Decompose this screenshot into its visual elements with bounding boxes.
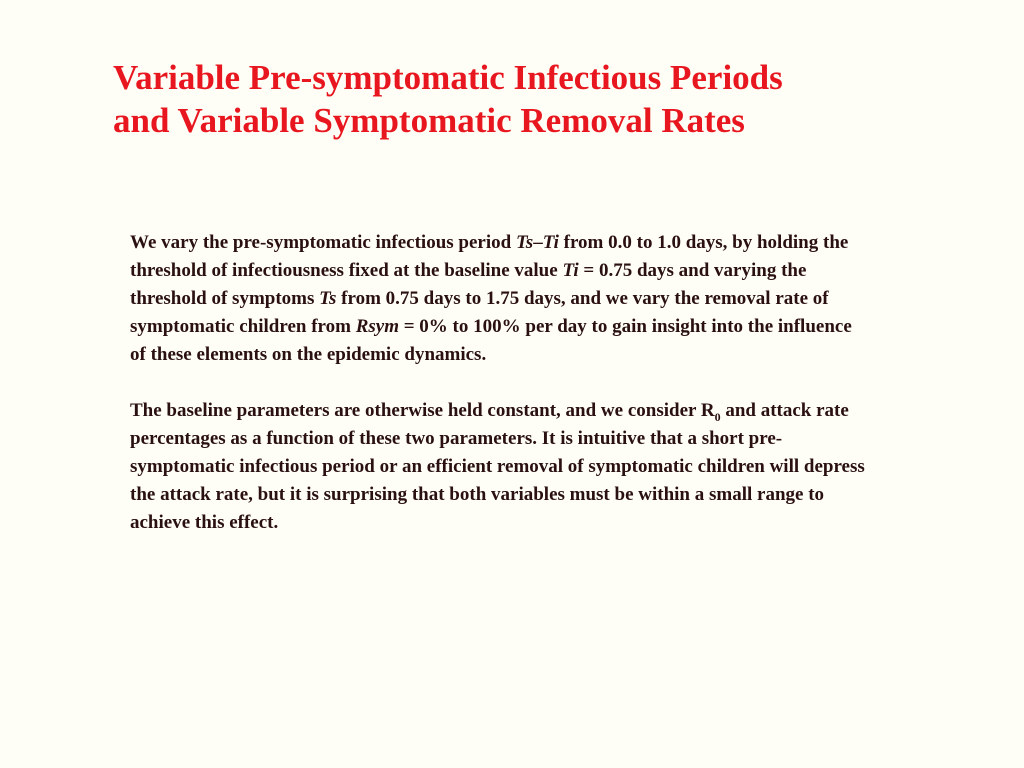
paragraph-1 <box>130 229 870 369</box>
p2-text-2: and attack rate percentages as a function of these two parameters. It is intuitive that a short pre-symptomatic infectious period or an efficient removal of symptomatic children will depress the attack rate, but it is surprising that both variables must be within a small range to achieve this effect. <box>130 400 865 533</box>
slide-title-line-2: and Variable Symptomatic Removal Rates <box>113 101 745 140</box>
p1-text-3: = 0.75 days and varying the threshold of symptoms <box>130 260 807 309</box>
p1-text-2: from 0.0 to 1.0 days, by holding the threshold of infectiousness fixed at the baseline value <box>130 232 849 281</box>
p1-text-4: from 0.75 days to 1.75 days, and we vary the removal rate of symptomatic children from <box>130 288 829 337</box>
p1-var-ti-2: Ti <box>562 260 579 281</box>
paragraph-2 <box>130 397 870 537</box>
p1-var-ti: Ti <box>542 232 559 253</box>
p1-var-ts: Ts <box>515 232 534 253</box>
p1-dash: – <box>533 232 543 253</box>
p1-var-ts-2: Ts <box>319 288 337 309</box>
p2-subscript-0: 0 <box>714 409 721 424</box>
slide-body <box>130 229 870 537</box>
p1-var-rsym: Rsym <box>355 316 399 337</box>
p1-text-5: = 0% to 100% per day to gain insight into the influence of these elements on the epidemic dynamics. <box>130 316 852 365</box>
p1-text-1: We vary the pre-symptomatic infectious period <box>130 232 516 253</box>
slide-title-line-1: Variable Pre-symptomatic Infectious Periods <box>113 58 783 97</box>
p2-text-1: The baseline parameters are otherwise held constant, and we consider R <box>130 400 715 421</box>
slide-title <box>113 56 973 142</box>
